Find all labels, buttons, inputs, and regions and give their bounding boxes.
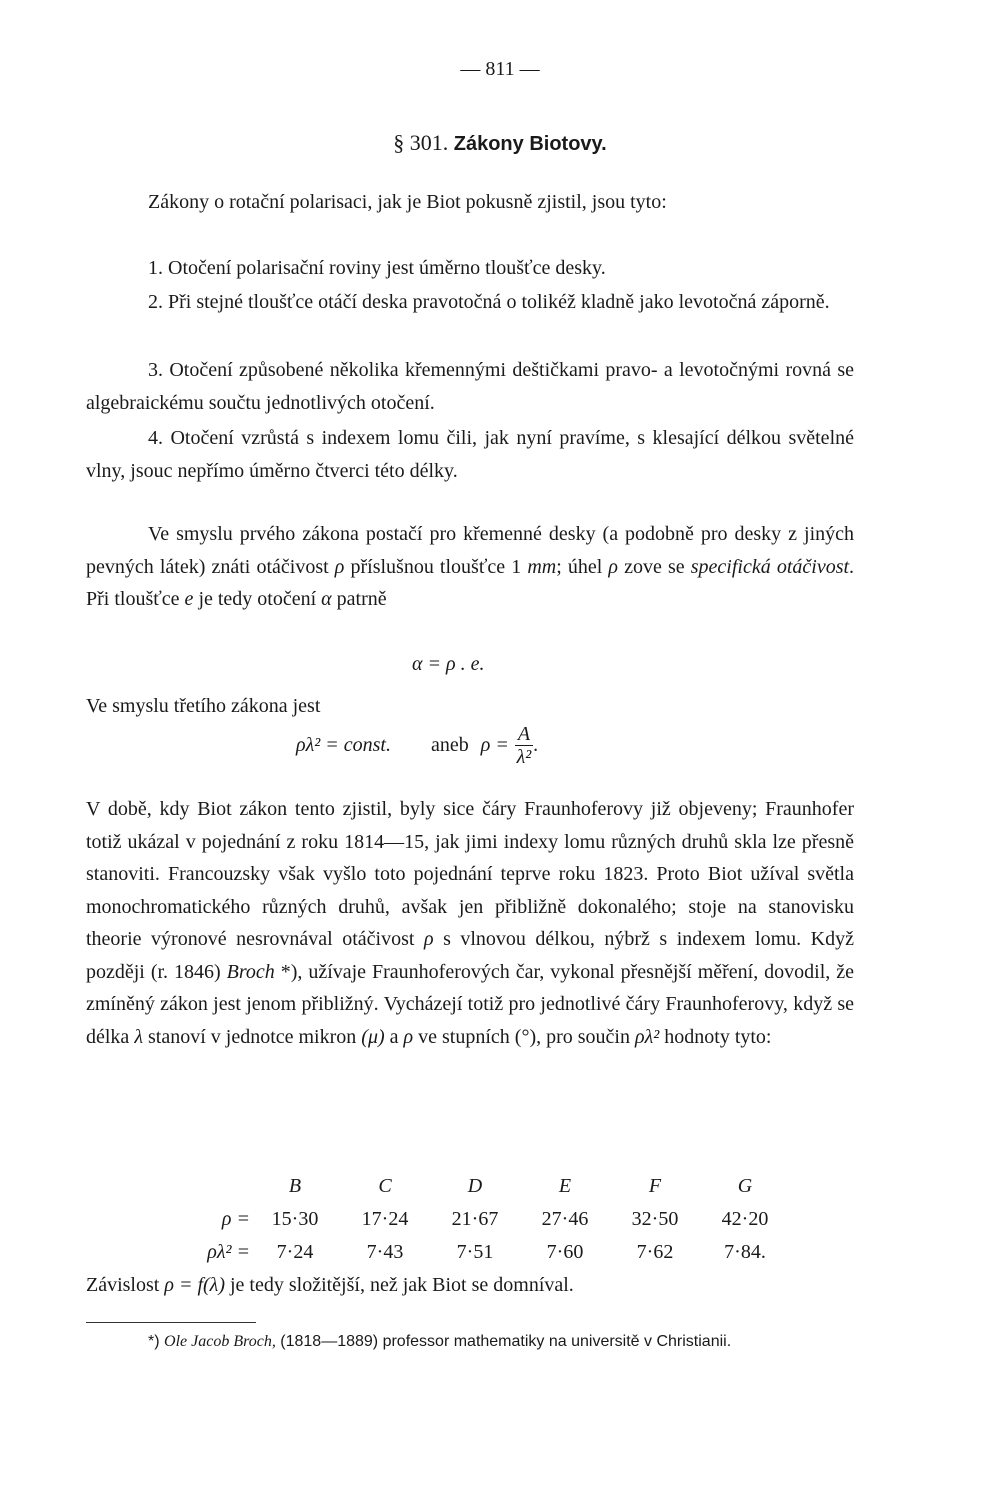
symbol-mu: (μ) xyxy=(361,1025,385,1048)
table-cell: 7·24 xyxy=(276,1241,314,1263)
history-paragraph xyxy=(86,793,854,1053)
text-run: ve stupních (°), pro součin xyxy=(418,1025,630,1048)
text-run: a xyxy=(389,1025,399,1048)
equation-left: ρλ² = const. xyxy=(296,733,391,756)
text-run: . Při tloušťce xyxy=(86,555,855,610)
symbol-alpha: α xyxy=(321,588,332,610)
law-2: 2. Při stejné tloušťce otáčí deska pravotočná o tolikéž kladně jako levotočná záporně. xyxy=(148,291,830,313)
table-header: F xyxy=(648,1175,662,1197)
symbol-rho: ρ xyxy=(423,928,434,950)
fraction xyxy=(515,723,533,768)
fraction-numerator: A xyxy=(515,723,533,746)
text-run: patrně xyxy=(336,588,387,610)
table-row xyxy=(168,1203,790,1236)
table-cell: 21·67 xyxy=(451,1208,499,1230)
table-header: E xyxy=(558,1175,572,1197)
table-header-row xyxy=(168,1170,790,1203)
footnote-divider xyxy=(86,1322,256,1323)
table-cell: 7·43 xyxy=(366,1241,404,1263)
equation-const xyxy=(296,720,538,770)
conclusion-paragraph xyxy=(86,1269,854,1302)
table-cell: 15·30 xyxy=(271,1208,319,1230)
equation-alpha: α = ρ . e. xyxy=(412,653,485,675)
table-cell: 27·46 xyxy=(541,1208,589,1230)
symbol-rho: ρ xyxy=(403,1025,414,1048)
equation-end: . xyxy=(533,733,539,756)
table-cell: 7·84. xyxy=(724,1241,766,1263)
table-cell xyxy=(168,1170,250,1203)
unit-mm: mm xyxy=(527,555,557,578)
table-cell: 42·20 xyxy=(721,1208,769,1230)
name-broch: Broch xyxy=(226,960,275,983)
symbol-lambda: λ xyxy=(134,1025,143,1048)
equation-aneb: aneb xyxy=(430,733,469,756)
table-header: D xyxy=(467,1175,483,1197)
footnote xyxy=(86,1330,856,1354)
row-label: ρ = xyxy=(221,1208,250,1230)
table-cell: 17·24 xyxy=(361,1208,409,1230)
section-heading xyxy=(0,130,1000,156)
table-cell: 7·62 xyxy=(636,1241,674,1263)
intro-paragraph: Zákony o rotační polarisaci, jak je Biot pokusně zjistil, jsou tyto: xyxy=(148,191,667,213)
law-1: 1. Otočení polarisační roviny jest úměrno tloušťce desky. xyxy=(148,257,606,279)
symbol-e: e xyxy=(184,588,194,610)
first-law-paragraph xyxy=(86,518,854,616)
symbol-rho-lambda: ρλ² xyxy=(635,1025,660,1048)
table-row xyxy=(168,1236,790,1269)
text-run: ; úhel xyxy=(556,555,603,578)
values-table xyxy=(168,1170,790,1269)
fraction-denominator: λ² xyxy=(516,745,532,768)
equation-rho: ρ = xyxy=(480,733,509,756)
text-run: hodnoty tyto: xyxy=(664,1025,772,1048)
table-cell: 32·50 xyxy=(631,1208,679,1230)
table-cell: 7·51 xyxy=(456,1241,494,1263)
text-run: V době, kdy Biot zákon tento zjistil, byly sice čáry Fraunhoferovy již objeveny; Fraunhofer totiž ukázal v pojednání z roku 1814—15, jak jimi indexy lomu různých druhů skla lze přesně stanoviti. Francouzsky však vyšlo toto pojednání teprve roku 1823. Proto Biot užíval světla monochromatického různých druhů, avšak jen přibližně dokonalého; stoje na stanovisku theorie výronové nesrovnával otáčivost xyxy=(86,798,854,950)
symbol-rho: ρ xyxy=(334,555,345,578)
text-run: s vlnovou délkou, nýbrž s indexem lomu. Když později (r. 1846) xyxy=(86,928,855,983)
formula-rho-f-lambda: ρ = f(λ) xyxy=(164,1274,225,1296)
text-run: stanoví v jednotce mikron xyxy=(147,1025,357,1048)
text-run: Závislost xyxy=(86,1274,160,1296)
law-4: 4. Otočení vzrůstá s indexem lomu čili, jak nyní pravíme, s klesající délkou světelné vlny, jsouc nepřímo úměrno čtverci této délky. xyxy=(86,427,854,482)
law-3: 3. Otočení způsobené několika křemennými deštičkami pravo- a levotočnými rovná se algebraickému součtu jednotlivých otočení. xyxy=(86,359,854,414)
third-law-intro: Ve smyslu třetího zákona jest xyxy=(86,695,321,717)
footnote-text: (1818—1889) professor mathematiky na universitě v Christianii. xyxy=(280,1333,732,1350)
footnote-mark: *) xyxy=(148,1333,160,1350)
section-number: § 301. xyxy=(393,130,449,155)
text-run: je tedy složitější, než jak Biot se domníval. xyxy=(229,1274,574,1296)
text-run: zove se xyxy=(624,555,685,578)
table-header: C xyxy=(378,1175,392,1197)
text-run: *), užívaje Fraunhoferových čar, vykonal přesnější měření, dovodil, že zmíněný zákon jest jenom přibližný. Vycházejí totiž pro jednotlivé čáry Fraunhoferovy, když se délka xyxy=(86,960,854,1048)
table-header: B xyxy=(288,1175,302,1197)
symbol-rho: ρ xyxy=(608,555,619,578)
text-run: Ve smyslu prvého zákona postačí pro křemenné desky (a podobně pro desky z jiných pevných látek) znáti otáčivost xyxy=(86,523,854,578)
row-label: ρλ² = xyxy=(207,1241,250,1263)
text-run: je tedy otočení xyxy=(198,588,317,610)
footnote-name: Ole Jacob Broch, xyxy=(164,1333,276,1350)
table-header: G xyxy=(737,1175,753,1197)
text-run: příslušnou tloušťce 1 xyxy=(350,555,522,578)
table-cell: 7·60 xyxy=(546,1241,584,1263)
term-specific-rotation: specifická otáčivost xyxy=(690,555,850,578)
page-number: — 811 — xyxy=(460,58,540,80)
section-title: Zákony Biotovy. xyxy=(453,133,607,155)
